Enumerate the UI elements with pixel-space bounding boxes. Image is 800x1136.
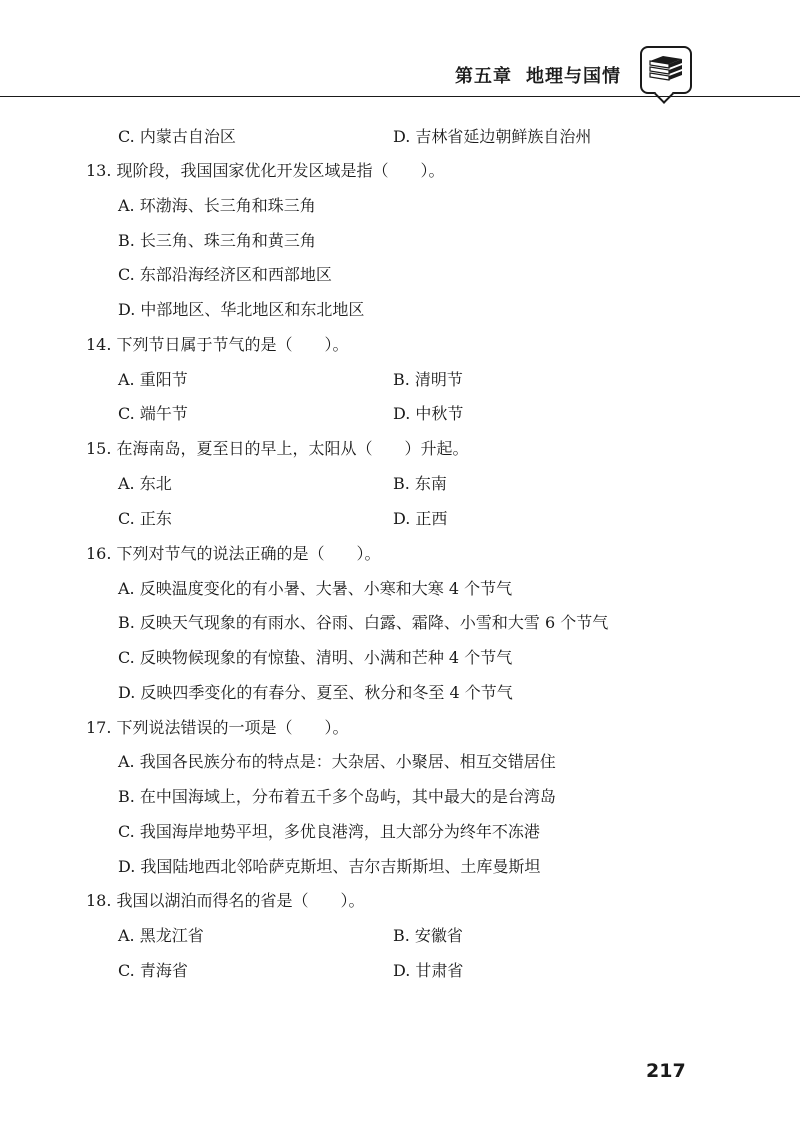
- option-15-a: A. 东北: [118, 474, 172, 493]
- option-16-b: B. 反映天气现象的有雨水、谷雨、白露、霜降、小雪和大雪 6 个节气: [118, 613, 609, 632]
- chapter-heading: [455, 62, 655, 88]
- option-17-b: B. 在中国海域上，分布着五千多个岛屿，其中最大的是台湾岛: [118, 787, 556, 806]
- chapter-number: 第五章: [455, 66, 512, 87]
- option-15-c: C. 正东: [118, 509, 172, 528]
- option-15-d: D. 正西: [393, 509, 448, 528]
- option-15-b: B. 东南: [393, 474, 447, 493]
- question-18: 18. 我国以湖泊而得名的省是（ ）。: [86, 891, 365, 910]
- question-17: 17. 下列说法错误的一项是（ ）。: [86, 718, 349, 737]
- option-18-c: C. 青海省: [118, 961, 188, 980]
- option-18-d: D. 甘肃省: [393, 961, 464, 980]
- option-13-c: C. 东部沿海经济区和西部地区: [118, 265, 332, 284]
- option-16-c: C. 反映物候现象的有惊蛰、清明、小满和芒种 4 个节气: [118, 648, 513, 667]
- option-14-c: C. 端午节: [118, 404, 188, 423]
- question-16: 16. 下列对节气的说法正确的是（ ）。: [86, 544, 381, 563]
- option-18-b: B. 安徽省: [393, 926, 463, 945]
- question-15: 15. 在海南岛，夏至日的早上，太阳从（ ）升起。: [86, 439, 469, 458]
- option-17-a: A. 我国各民族分布的特点是：大杂居、小聚居、相互交错居住: [118, 752, 556, 771]
- option-14-d: D. 中秋节: [393, 404, 464, 423]
- option-12-c: C. 内蒙古自治区: [118, 127, 236, 146]
- option-16-d: D. 反映四季变化的有春分、夏至、秋分和冬至 4 个节气: [118, 683, 513, 702]
- option-13-a: A. 环渤海、长三角和珠三角: [118, 196, 316, 215]
- option-12-d: D. 吉林省延边朝鲜族自治州: [393, 127, 592, 146]
- option-17-c: C. 我国海岸地势平坦，多优良港湾，且大部分为终年不冻港: [118, 822, 540, 841]
- option-16-a: A. 反映温度变化的有小暑、大暑、小寒和大寒 4 个节气: [118, 579, 513, 598]
- option-18-a: A. 黑龙江省: [118, 926, 204, 945]
- option-13-b: B. 长三角、珠三角和黄三角: [118, 231, 316, 250]
- question-13: 13. 现阶段，我国国家优化开发区域是指（ ）。: [86, 161, 445, 180]
- option-17-d: D. 我国陆地西北邻哈萨克斯坦、吉尔吉斯斯坦、土库曼斯坦: [118, 857, 541, 876]
- option-14-b: B. 清明节: [393, 370, 463, 389]
- chapter-title: 地理与国情: [526, 66, 621, 87]
- option-13-d: D. 中部地区、华北地区和东北地区: [118, 300, 365, 319]
- question-14: 14. 下列节日属于节气的是（ ）。: [86, 335, 349, 354]
- option-14-a: A. 重阳节: [118, 370, 188, 389]
- book-stack-icon: [640, 46, 692, 94]
- header-rule: [0, 96, 800, 97]
- page-number: 217: [646, 1060, 686, 1082]
